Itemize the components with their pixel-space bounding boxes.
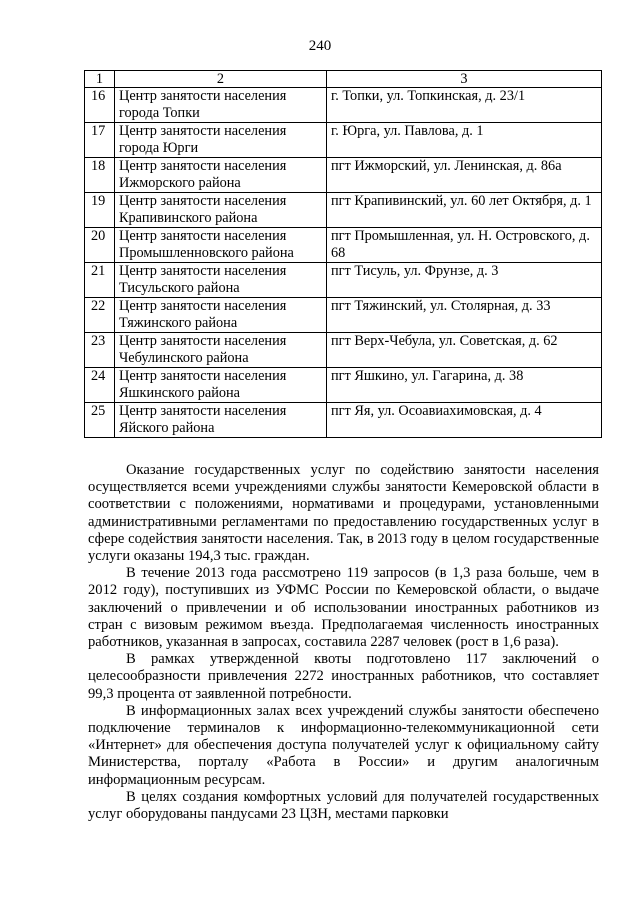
paragraph-quota: В рамках утвержденной квоты подготовлено 117 заключений о целесообразности привлечения 2272 иностранных работников, что составляет 99,3 процента от заявленной потребности.	[88, 651, 599, 702]
row-number: 25	[85, 403, 115, 438]
table-row	[85, 263, 602, 298]
center-address: г. Топки, ул. Топкинская, д. 23/1	[327, 88, 602, 123]
employment-centers-table	[84, 70, 602, 438]
row-number: 21	[85, 263, 115, 298]
paragraph-requests: В течение 2013 года рассмотрено 119 запросов (в 1,3 раза больше, чем в 2012 году), поступивших из УФМС России по Кемеровской области, о выдаче заключений о привлечении и об использовании иностранных работников из стран с визовым режимом въезда. Предполагаемая численность иностранных работников, указанная в запросах, составила 2287 человек (рост в 1,6 раза).	[88, 565, 599, 651]
table-row	[85, 123, 602, 158]
center-name: Центр занятости населения Яйского района	[115, 403, 327, 438]
table-row	[85, 88, 602, 123]
paragraph-services: Оказание государственных услуг по содействию занятости населения осуществляется всеми учреждениями службы занятости Кемеровской области в соответствии с положениями, нормативами и процедурами, установленными административными регламентами по предоставлению государственных услуг в сфере содействия занятости населения. Так, в 2013 году в целом государственные услуги оказаны 194,3 тыс. граждан.	[88, 462, 599, 565]
row-number: 23	[85, 333, 115, 368]
center-name: Центр занятости населения Крапивинского района	[115, 193, 327, 228]
center-name: Центр занятости населения Промышленновского района	[115, 228, 327, 263]
table-row	[85, 298, 602, 333]
row-number: 19	[85, 193, 115, 228]
row-number: 16	[85, 88, 115, 123]
center-address: пгт Промышленная, ул. Н. Островского, д. 68	[327, 228, 602, 263]
row-number: 17	[85, 123, 115, 158]
table-row	[85, 333, 602, 368]
center-address: пгт Яя, ул. Осоавиахимовская, д. 4	[327, 403, 602, 438]
center-address: пгт Тяжинский, ул. Столярная, д. 33	[327, 298, 602, 333]
center-address: пгт Крапивинский, ул. 60 лет Октября, д. 1	[327, 193, 602, 228]
center-address: г. Юрга, ул. Павлова, д. 1	[327, 123, 602, 158]
table-row	[85, 228, 602, 263]
center-name: Центр занятости населения Яшкинского района	[115, 368, 327, 403]
table-row	[85, 158, 602, 193]
table-row	[85, 403, 602, 438]
center-name: Центр занятости населения Ижморского района	[115, 158, 327, 193]
center-name: Центр занятости населения Тисульского района	[115, 263, 327, 298]
center-name: Центр занятости населения Тяжинского района	[115, 298, 327, 333]
row-number: 22	[85, 298, 115, 333]
center-address: пгт Верх-Чебула, ул. Советская, д. 62	[327, 333, 602, 368]
row-number: 18	[85, 158, 115, 193]
center-address: пгт Тисуль, ул. Фрунзе, д. 3	[327, 263, 602, 298]
table-row	[85, 193, 602, 228]
paragraph-comfort: В целях создания комфортных условий для получателей государственных услуг оборудованы пандусами 23 ЦЗН, местами парковки	[88, 788, 599, 823]
paragraph-internet: В информационных залах всех учреждений службы занятости обеспечено подключение терминалов к информационно-телекоммуникационной сети «Интернет» для обеспечения доступа получателей услуг к официальному сайту Министерства, порталу «Работа в России» и другим аналогичным информационным ресурсам.	[88, 702, 599, 788]
column-header-address: 3	[327, 71, 602, 88]
center-address: пгт Яшкино, ул. Гагарина, д. 38	[327, 368, 602, 403]
row-number: 20	[85, 228, 115, 263]
row-number: 24	[85, 368, 115, 403]
page-number: 240	[308, 38, 332, 54]
column-header-name: 2	[115, 71, 327, 88]
body-text	[88, 462, 599, 823]
center-address: пгт Ижморский, ул. Ленинская, д. 86а	[327, 158, 602, 193]
table-row	[85, 368, 602, 403]
column-header-number: 1	[85, 71, 115, 88]
center-name: Центр занятости населения города Юрги	[115, 123, 327, 158]
center-name: Центр занятости населения Чебулинского района	[115, 333, 327, 368]
table-header-row	[85, 71, 602, 88]
center-name: Центр занятости населения города Топки	[115, 88, 327, 123]
